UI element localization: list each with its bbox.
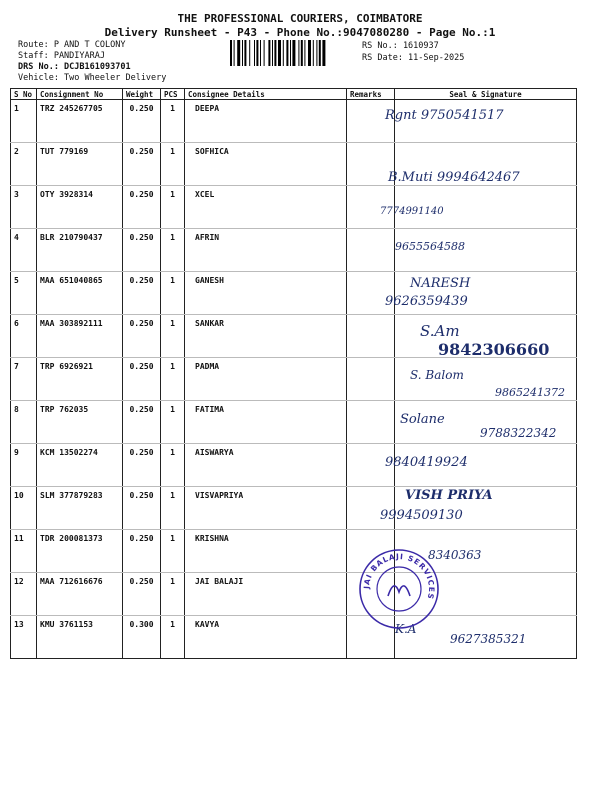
row-pcs: 1 xyxy=(161,487,185,530)
row-consignment: SLM 377879283 xyxy=(37,487,123,530)
row-consignment: TRP 762035 xyxy=(37,401,123,444)
row-remarks xyxy=(347,358,395,401)
row-sno: 9 xyxy=(11,444,37,487)
rs-info xyxy=(362,40,464,64)
row-pcs: 1 xyxy=(161,315,185,358)
row-pcs: 1 xyxy=(161,444,185,487)
signature-6: 9626359439 xyxy=(385,294,468,309)
row-sno: 2 xyxy=(11,143,37,186)
row-consignment: MAA 303892111 xyxy=(37,315,123,358)
signature-13: 9840419924 xyxy=(385,455,468,470)
col-weight: Weight xyxy=(123,89,161,100)
row-sno: 3 xyxy=(11,186,37,229)
row-weight: 0.250 xyxy=(123,401,161,444)
signature-12: 9788322342 xyxy=(480,426,557,440)
signature-4: 9655564588 xyxy=(395,240,465,253)
row-weight: 0.250 xyxy=(123,358,161,401)
row-consignment: KCM 13502274 xyxy=(37,444,123,487)
row-consignee: JAI BALAJI xyxy=(185,573,347,616)
row-weight: 0.250 xyxy=(123,573,161,616)
row-pcs: 1 xyxy=(161,401,185,444)
company-stamp xyxy=(358,548,440,630)
signature-8: 9842306660 xyxy=(438,340,550,359)
col-consignment: Consignment No xyxy=(37,89,123,100)
row-consignee: SANKAR xyxy=(185,315,347,358)
row-remarks xyxy=(347,229,395,272)
row-consignee: XCEL xyxy=(185,186,347,229)
row-pcs: 1 xyxy=(161,358,185,401)
row-sno: 12 xyxy=(11,573,37,616)
row-weight: 0.300 xyxy=(123,616,161,659)
signature-11: Solane xyxy=(400,412,445,427)
signature-18: 9627385321 xyxy=(450,632,527,646)
row-weight: 0.250 xyxy=(123,100,161,143)
row-consignment: MAA 712616676 xyxy=(37,573,123,616)
row-sno: 1 xyxy=(11,100,37,143)
row-consignment: OTY 3928314 xyxy=(37,186,123,229)
row-consignment: BLR 210790437 xyxy=(37,229,123,272)
route-line: Route: P AND T COLONY xyxy=(18,40,126,50)
row-consignment: KMU 3761153 xyxy=(37,616,123,659)
row-weight: 0.250 xyxy=(123,229,161,272)
col-pcs: PCS xyxy=(161,89,185,100)
row-consignee: FATIMA xyxy=(185,401,347,444)
row-pcs: 1 xyxy=(161,530,185,573)
signature-7: S.Am xyxy=(420,322,460,340)
row-pcs: 1 xyxy=(161,616,185,659)
row-consignee: PADMA xyxy=(185,358,347,401)
table-row xyxy=(11,358,577,401)
row-sno: 4 xyxy=(11,229,37,272)
row-consignee: KAVYA xyxy=(185,616,347,659)
row-consignee: KRISHNA xyxy=(185,530,347,573)
row-consignee: AISWARYA xyxy=(185,444,347,487)
signature-9: S. Balom xyxy=(410,368,464,382)
row-consignment: TRP 6926921 xyxy=(37,358,123,401)
row-sno: 11 xyxy=(11,530,37,573)
row-sno: 8 xyxy=(11,401,37,444)
signature-17: K.A xyxy=(395,622,417,636)
row-remarks xyxy=(347,315,395,358)
col-sno: S No xyxy=(11,89,37,100)
table-row xyxy=(11,272,577,315)
row-sno: 10 xyxy=(11,487,37,530)
col-seal: Seal & Signature xyxy=(395,89,577,100)
row-consignee: AFRIN xyxy=(185,229,347,272)
signature-2: B.Muti 9994642467 xyxy=(388,170,520,185)
drs-line: DRS No.: DCJB161093701 xyxy=(18,62,131,72)
signature-3: 7774991140 xyxy=(380,206,444,217)
table-row xyxy=(11,186,577,229)
row-weight: 0.250 xyxy=(123,272,161,315)
row-weight: 0.250 xyxy=(123,530,161,573)
col-consignee: Consignee Details xyxy=(185,89,347,100)
table-row xyxy=(11,229,577,272)
vehicle-line: Vehicle: Two Wheeler Delivery xyxy=(18,73,167,83)
row-consignment: TRZ 245267705 xyxy=(37,100,123,143)
table-row xyxy=(11,573,577,616)
table-row xyxy=(11,444,577,487)
row-consignee: VISVAPRIYA xyxy=(185,487,347,530)
signature-15: 9994509130 xyxy=(380,508,463,523)
row-consignment: TDR 200081373 xyxy=(37,530,123,573)
row-consignee: DEEPA xyxy=(185,100,347,143)
signature-10: 9865241372 xyxy=(495,386,565,399)
row-pcs: 1 xyxy=(161,573,185,616)
signature-14: VISH PRIYA xyxy=(405,488,493,503)
barcode xyxy=(230,40,355,66)
row-sno: 7 xyxy=(11,358,37,401)
row-weight: 0.250 xyxy=(123,487,161,530)
row-consignment: TUT 779169 xyxy=(37,143,123,186)
row-consignee: SOFHICA xyxy=(185,143,347,186)
row-pcs: 1 xyxy=(161,272,185,315)
staff-line: Staff: PANDIYARAJ xyxy=(18,51,105,61)
rs-date: RS Date: 11-Sep-2025 xyxy=(362,53,465,63)
table-header-row xyxy=(11,89,577,100)
table-row xyxy=(11,530,577,573)
runsheet-title: Delivery Runsheet - P43 - Phone No.:9047080280 - Page No.:1 xyxy=(104,26,496,39)
row-remarks xyxy=(347,401,395,444)
stamp-text: JAI BALAJI SERVICES xyxy=(361,551,437,601)
rs-no: RS No.: 1610937 xyxy=(362,41,439,51)
col-remarks: Remarks xyxy=(347,89,395,100)
row-pcs: 1 xyxy=(161,186,185,229)
company-title: THE PROFESSIONAL COURIERS, COIMBATORE xyxy=(177,12,423,25)
row-consignment: MAA 651040865 xyxy=(37,272,123,315)
row-weight: 0.250 xyxy=(123,186,161,229)
row-consignee: GANESH xyxy=(185,272,347,315)
row-pcs: 1 xyxy=(161,143,185,186)
row-sno: 5 xyxy=(11,272,37,315)
row-pcs: 1 xyxy=(161,229,185,272)
signature-16: 8340363 xyxy=(428,548,482,562)
row-weight: 0.250 xyxy=(123,143,161,186)
row-sno: 6 xyxy=(11,315,37,358)
row-weight: 0.250 xyxy=(123,444,161,487)
signature-1: Rgnt 9750541517 xyxy=(385,108,504,123)
row-pcs: 1 xyxy=(161,100,185,143)
row-sno: 13 xyxy=(11,616,37,659)
row-weight: 0.250 xyxy=(123,315,161,358)
signature-5: NARESH xyxy=(410,276,471,291)
